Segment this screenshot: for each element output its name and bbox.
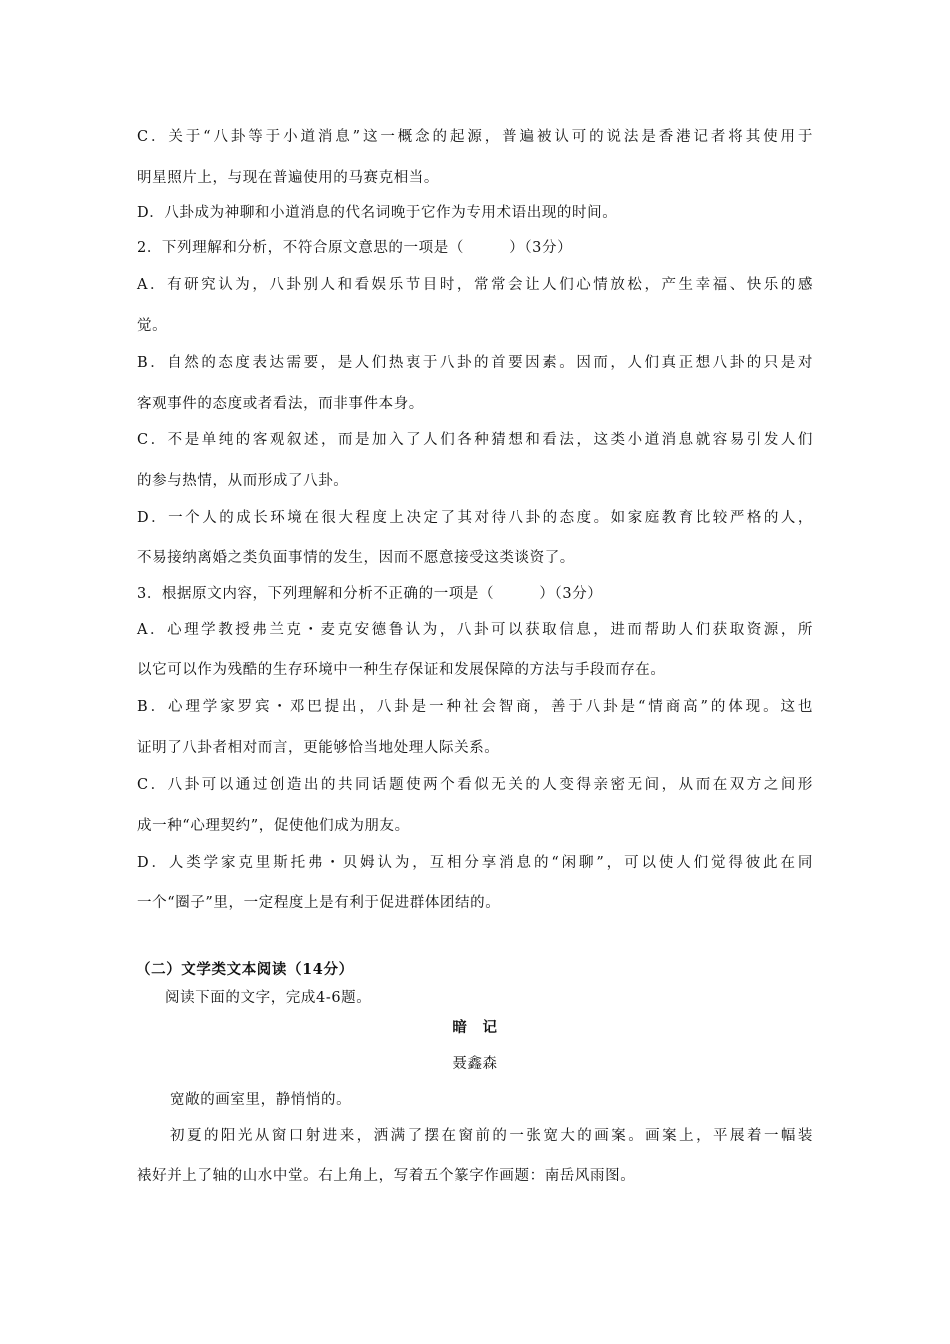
- q2-option-b-line1: B．自然的态度表达需要，是人们热衷于八卦的首要因素。因而，人们真正想八卦的只是对: [137, 355, 813, 371]
- story-paragraph-2-line2: 裱好并上了轴的山水中堂。右上角上，写着五个篆字作画题：南岳风雨图。: [137, 1168, 636, 1184]
- q1-option-d: D．八卦成为神聊和小道消息的代名词晚于它作为专用术语出现的时间。: [137, 205, 618, 221]
- section-instruction: 阅读下面的文字，完成4-6题。: [165, 990, 372, 1006]
- q3-option-b-line2: 证明了八卦者相对而言，更能够恰当地处理人际关系。: [137, 740, 500, 756]
- q3-option-a-line2: 以它可以作为残酷的生存环境中一种生存保证和发展保障的方法与手段而存在。: [137, 662, 666, 678]
- story-title: 暗 记: [452, 1019, 498, 1036]
- story-paragraph-1: 宽敞的画室里，静悄悄的。: [170, 1092, 352, 1108]
- q2-option-a-line1: A．有研究认为，八卦别人和看娱乐节目时，常常会让人们心情放松，产生幸福、快乐的感: [137, 277, 813, 293]
- q2-option-c-line1: C．不是单纯的客观叙述，而是加入了人们各种猜想和看法，这类小道消息就容易引发人们: [137, 432, 813, 448]
- q2-option-d-line2: 不易接纳离婚之类负面事情的发生，因而不愿意接受这类谈资了。: [137, 550, 575, 566]
- q2-option-b-line2: 客观事件的态度或者看法，而非事件本身。: [137, 396, 424, 412]
- q3-option-d-line2: 一个“圈子”里，一定程度上是有利于促进群体团结的。: [137, 895, 501, 911]
- story-paragraph-2-line1: 初夏的阳光从窗口射进来，洒满了摆在窗前的一张宽大的画案。画案上，平展着一幅装: [170, 1128, 813, 1144]
- q3-option-c-line2: 成一种“心理契约”，促使他们成为朋友。: [137, 818, 410, 834]
- section-heading: （二）文学类文本阅读（14分）: [136, 961, 354, 978]
- q2-option-d-line1: D．一个人的成长环境在很大程度上决定了其对待八卦的态度。如家庭教育比较严格的人，: [137, 510, 813, 526]
- story-author: 聂鑫森: [452, 1056, 498, 1072]
- q2-option-a-line2: 觉。: [137, 318, 168, 334]
- q2-stem: 2．下列理解和分析，不符合原文意思的一项是（ ）（3分）: [137, 240, 573, 256]
- q3-option-d-line1: D．人类学家克里斯托弗・贝姆认为，互相分享消息的“闲聊”，可以使人们觉得彼此在同: [137, 855, 813, 871]
- q1-option-c-line2: 明星照片上，与现在普遍使用的马赛克相当。: [137, 170, 439, 186]
- q3-option-c-line1: C．八卦可以通过创造出的共同话题使两个看似无关的人变得亲密无间，从而在双方之间形: [137, 777, 813, 793]
- q3-option-a-line1: A．心理学教授弗兰克・麦克安德鲁认为，八卦可以获取信息，进而帮助人们获取资源，所: [137, 622, 813, 638]
- q2-option-c-line2: 的参与热情，从而形成了八卦。: [137, 473, 349, 489]
- q3-stem: 3．根据原文内容，下列理解和分析不正确的一项是（ ）（3分）: [137, 586, 603, 602]
- q1-option-c-line1: C．关于“八卦等于小道消息”这一概念的起源，普遍被认可的说法是香港记者将其使用于: [137, 129, 813, 145]
- q3-option-b-line1: B．心理学家罗宾・邓巴提出，八卦是一种社会智商，善于八卦是“情商高”的体现。这也: [137, 699, 813, 715]
